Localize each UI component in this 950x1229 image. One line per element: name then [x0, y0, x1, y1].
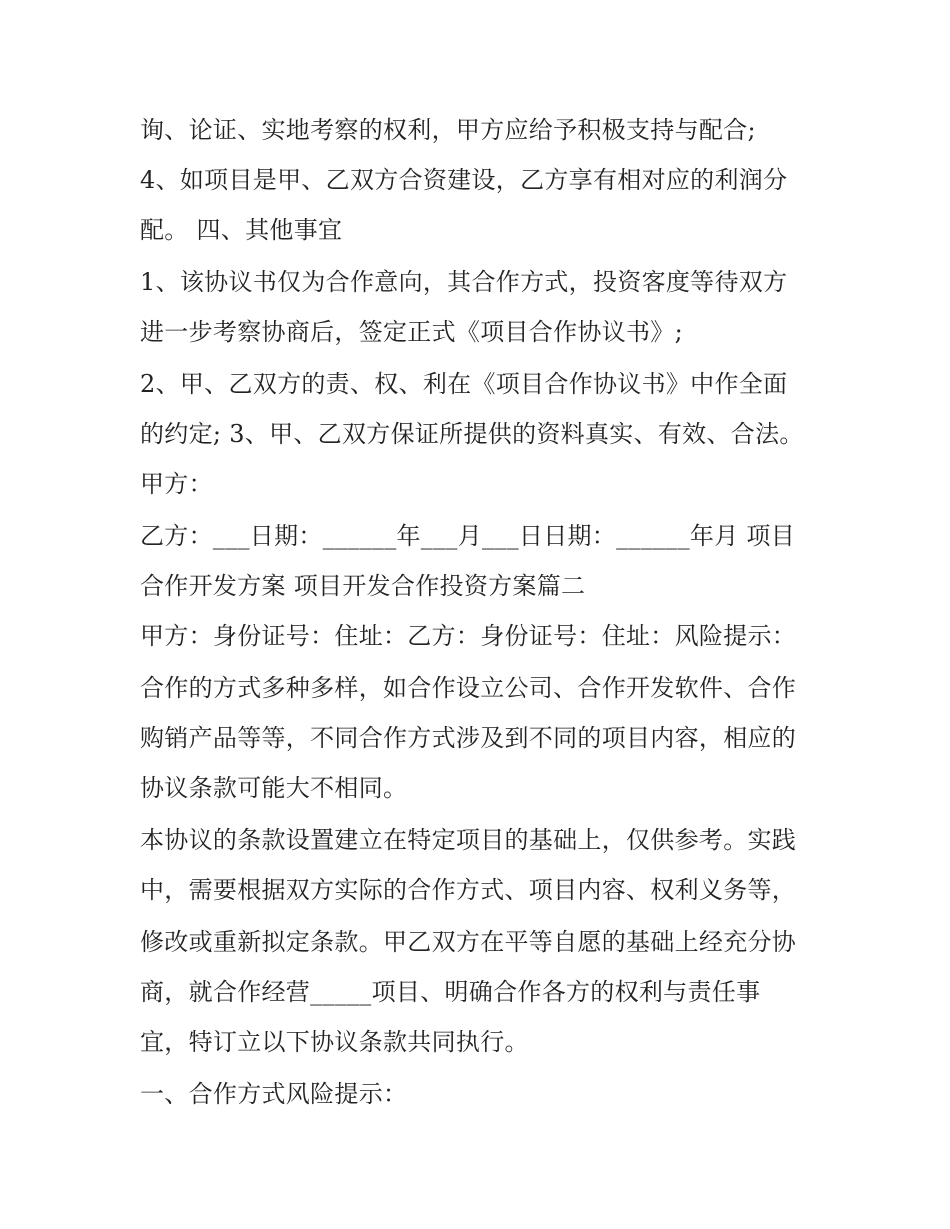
text-line: 合作的方式多种多样，如合作设立公司、合作开发软件、合作	[140, 674, 797, 702]
text-line: 2、甲、乙双方的责、权、利在《项目合作协议书》中作全面	[140, 370, 788, 398]
text-line: 宜，特订立以下协议条款共同执行。	[140, 1028, 529, 1056]
text-line: 本协议的条款设置建立在特定项目的基础上，仅供参考。实践	[140, 826, 797, 854]
text-line: 配。 四、其他事宜	[140, 216, 343, 244]
text-line: 1、该协议书仅为合作意向，其合作方式，投资客度等待双方	[140, 268, 788, 296]
text-line: 合作开发方案 项目开发合作投资方案篇二	[140, 572, 586, 600]
text-line: 协议条款可能大不相同。	[140, 774, 408, 802]
text-line: 询、论证、实地考察的权利，甲方应给予积极支持与配合;	[140, 116, 756, 144]
text-line: 一、合作方式风险提示：	[140, 1080, 408, 1108]
text-line: 甲方：	[140, 470, 213, 498]
text-line: 乙方：___日期：______年___月___日日期：______年月 项目	[140, 522, 796, 550]
text-line: 商，就合作经营_____项目、明确合作各方的权利与责任事	[140, 978, 761, 1006]
text-line: 中，需要根据双方实际的合作方式、项目内容、权利义务等，	[140, 876, 797, 904]
text-line: 修改或重新拟定条款。甲乙双方在平等自愿的基础上经充分协	[140, 928, 797, 956]
text-line: 甲方：身份证号：住址：乙方：身份证号：住址：风险提示：	[140, 622, 797, 650]
text-line: 的约定; 3、甲、乙双方保证所提供的资料真实、有效、合法。	[140, 420, 804, 448]
text-line: 购销产品等等，不同合作方式涉及到不同的项目内容，相应的	[140, 724, 797, 752]
text-line: 进一步考察协商后，签定正式《项目合作协议书》;	[140, 318, 683, 346]
text-line: 4、如项目是甲、乙双方合资建设，乙方享有相对应的利润分	[140, 166, 788, 194]
